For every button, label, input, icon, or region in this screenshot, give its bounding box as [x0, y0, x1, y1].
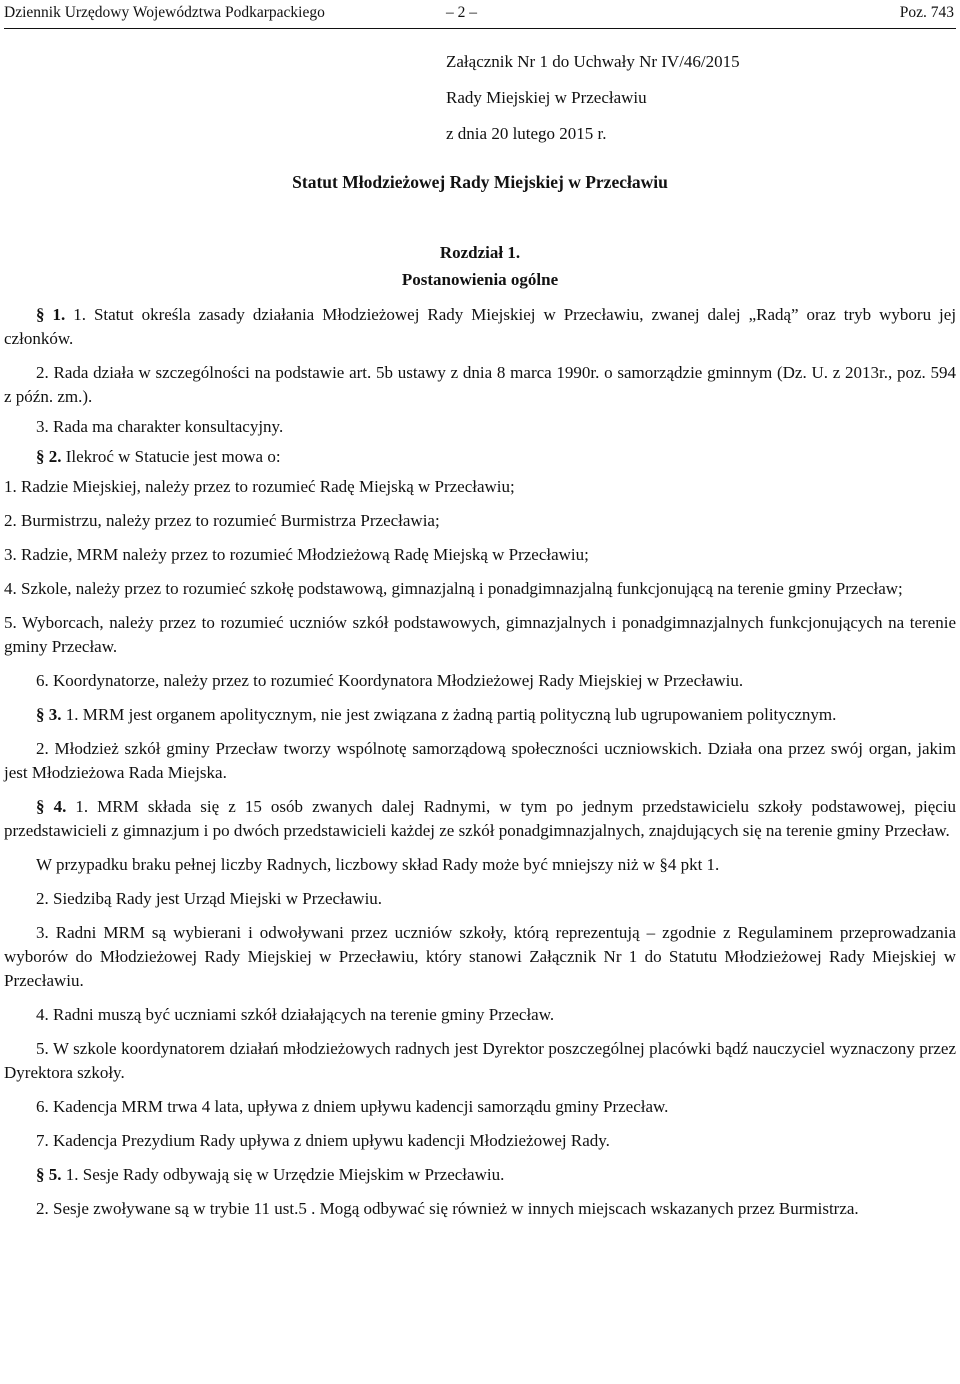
- definition-item-1: 1. Radzie Miejskiej, należy przez to rozumieć Radę Miejską w Przecławiu;: [4, 477, 515, 496]
- section-3-mark: § 3.: [36, 705, 62, 724]
- document-title: Statut Młodzieżowej Rady Miejskiej w Przecławiu: [292, 172, 668, 192]
- section-1-paragraph-1: § 1. 1. Statut określa zasady działania Młodzieżowej Rady Miejskiej w Przecławiu, zwanej dalej „Radą” oraz tryb wyboru jej członków.: [4, 305, 957, 348]
- section-4-paragraph-4: 4. Radni muszą być uczniami szkół działających na terenie gminy Przecław.: [36, 1005, 555, 1024]
- section-2-intro: § 2. Ilekroć w Statucie jest mowa o:: [36, 447, 281, 466]
- section-5-paragraph-2: 2. Sesje zwoływane są w trybie 11 ust.5 . Mogą odbywać się również w innych miejscach wskazanych przez Burmistrza.: [36, 1199, 859, 1218]
- section-4-paragraph-5: 5. W szkole koordynatorem działań młodzieżowych radnych jest Dyrektor poszczególnej placówki bądź nauczyciel wyznaczony przez Dyrektora szkoły.: [4, 1039, 956, 1082]
- section-4-paragraph-3: 3. Radni MRM są wybierani i odwoływani przez uczniów szkoły, którą reprezentują – zgodnie z Regulaminem przeprowadzania wyborów do Młodzieżowej Rady Miejskiej w Przecławiu, który stanowi Załącznik Nr 1 do Statutu Młodzieżowej Rady Miejskiej w Przecławiu.: [4, 923, 956, 990]
- section-1-paragraph-2: 2. Rada działa w szczególności na podstawie art. 5b ustawy z dnia 8 marca 1990r. o samorządzie gminnym (Dz. U. z 2013r., poz. 594 z późn. zm.).: [4, 363, 956, 406]
- definition-item-2: 2. Burmistrzu, należy przez to rozumieć Burmistrza Przecławia;: [4, 511, 440, 530]
- chapter-number: Rozdział 1.: [439, 243, 521, 262]
- annex-line-3: z dnia 20 lutego 2015 r.: [446, 124, 607, 143]
- definition-item-5: 5. Wyborcach, należy przez to rozumieć uczniów szkół podstawowych, gimnazjalnych i ponadgimnazjalnych funkcjonujących na terenie gminy Przecław.: [4, 613, 956, 656]
- section-4-paragraph-1: § 4. 1. MRM składa się z 15 osób zwanych dalej Radnymi, w tym po jednym przedstawicielu szkoły podstawowej, pięciu przedstawicieli z gimnazjum i po dwóch przedstawicieli każdej ze szkół ponadgimnazjalnych, znajdujących się na terenie gminy Przecław.: [4, 797, 957, 840]
- section-3-paragraph-1: § 3. 1. MRM jest organem apolitycznym, nie jest związana z żadną partią polityczną lub ugrupowaniem politycznym.: [36, 705, 837, 724]
- section-1-mark: § 1.: [36, 305, 66, 324]
- section-4-paragraph-6: 6. Kadencja MRM trwa 4 lata, upływa z dniem upływu kadencji samorządu gminy Przecław.: [36, 1097, 669, 1116]
- section-4-paragraph-2: 2. Siedzibą Rady jest Urząd Miejski w Przecławiu.: [36, 889, 383, 908]
- section-3-paragraph-2: 2. Młodzież szkół gminy Przecław tworzy wspólnotę samorządową społeczności uczniowskich. Działa ona przez swój organ, jakim jest Młodzieżowa Rada Miejska.: [4, 739, 956, 782]
- definition-item-6: 6. Koordynatorze, należy przez to rozumieć Koordynatora Młodzieżowej Rady Miejskiej w Przecławiu.: [36, 671, 744, 690]
- section-4-mark: § 4.: [36, 797, 67, 816]
- journal-name: Dziennik Urzędowy Województwa Podkarpackiego: [4, 4, 325, 21]
- statute-body: [4, 303, 956, 1231]
- definition-item-4: 4. Szkole, należy przez to rozumieć szkołę podstawową, gimnazjalną i ponadgimnazjalną funkcjonującą na terenie gminy Przecław;: [4, 579, 903, 598]
- section-4-paragraph-1b: W przypadku braku pełnej liczby Radnych, liczbowy skład Rady może być mniejszy niż w §4 pkt 1.: [36, 855, 720, 874]
- page-number: – 2 –: [446, 4, 477, 21]
- document-page: [4, 0, 957, 1218]
- annex-line-1: Załącznik Nr 1 do Uchwały Nr IV/46/2015: [446, 52, 740, 71]
- section-1-paragraph-3: 3. Rada ma charakter konsultacyjny.: [36, 417, 284, 436]
- section-2-mark: § 2.: [36, 447, 62, 466]
- position-number: Poz. 743: [899, 4, 954, 21]
- chapter-name: Postanowienia ogólne: [401, 270, 559, 289]
- section-5-mark: § 5.: [36, 1165, 62, 1184]
- annex-line-2: Rady Miejskiej w Przecławiu: [446, 88, 647, 107]
- annex-block: [446, 44, 740, 152]
- section-4-paragraph-7: 7. Kadencja Prezydium Rady upływa z dniem upływu kadencji Młodzieżowej Rady.: [36, 1131, 610, 1150]
- definition-item-3: 3. Radzie, MRM należy przez to rozumieć Młodzieżową Radę Miejską w Przecławiu;: [4, 545, 589, 564]
- page-header: [4, 0, 956, 29]
- section-5-paragraph-1: § 5. 1. Sesje Rady odbywają się w Urzędzie Miejskim w Przecławiu.: [36, 1165, 505, 1184]
- section-1-text-1: Statut określa zasady działania Młodzieżowej Rady Miejskiej w Przecławiu, zwanej dalej „Radą” oraz tryb wyboru jej członków.: [4, 305, 957, 348]
